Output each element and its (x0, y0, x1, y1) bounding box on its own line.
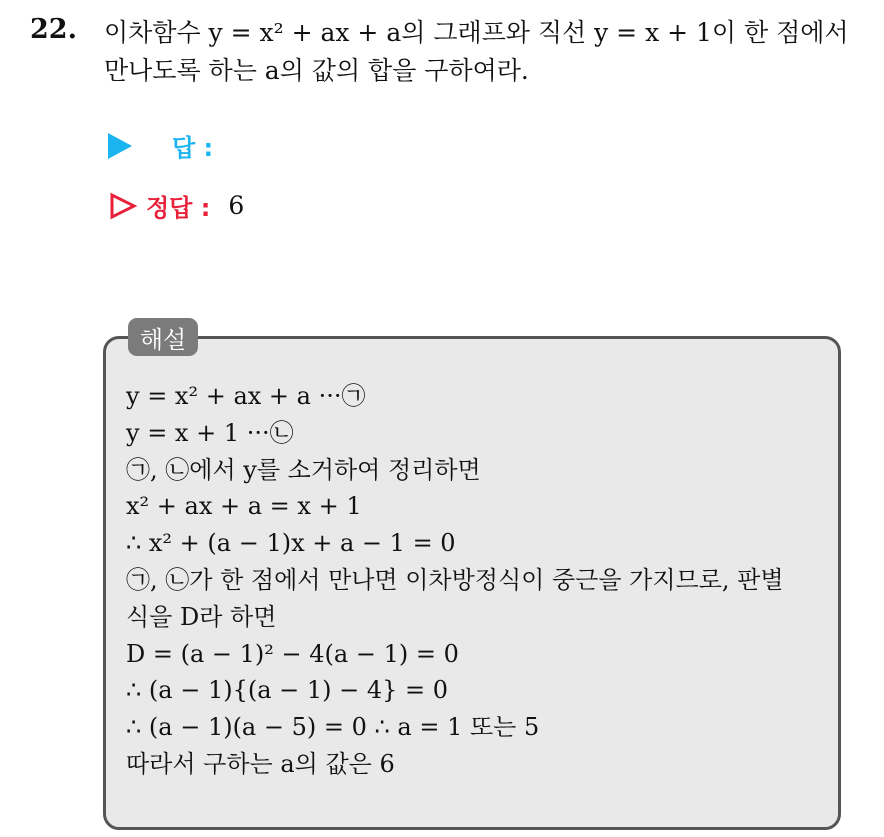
solution-body (126, 378, 836, 783)
answer-label: 답 : (172, 134, 214, 162)
solution-line: ∴ (a − 1){(a − 1) − 4} = 0 (126, 676, 449, 705)
correct-answer-value: 6 (228, 191, 245, 220)
solution-line: x² + ax + a = x + 1 (126, 492, 362, 521)
solution-line: 따라서 구하는 a의 값은 6 (126, 749, 395, 778)
solution-line: ∴ x² + (a − 1)x + a − 1 = 0 (126, 529, 456, 558)
solution-line: ㉠, ㉡에서 y를 소거하여 정리하면 (126, 455, 481, 484)
solution-line: ∴ (a − 1)(a − 5) = 0 ∴ a = 1 또는 5 (126, 713, 540, 742)
solution-line: ㉠, ㉡가 한 점에서 만나면 이차방정식이 중근을 가지므로, 판별 (126, 565, 784, 594)
answer-row (108, 128, 213, 163)
problem-line-1: 이차함수 y = x² + ax + a의 그래프와 직선 y = x + 1이 한 점에서 (104, 18, 849, 47)
solution-line: 식을 D라 하면 (126, 602, 277, 631)
play-triangle-icon (108, 133, 132, 159)
solution-line: D = (a − 1)² − 4(a − 1) = 0 (126, 639, 459, 668)
solution-line: y = x + 1 ···㉡ (126, 418, 294, 447)
correct-answer-row (108, 188, 244, 223)
solution-line: y = x² + ax + a ···㉠ (126, 382, 366, 410)
problem-number: 22. (30, 14, 77, 45)
problem-line-2: 만나도록 하는 a의 값의 합을 구하여라. (104, 56, 529, 85)
problem-text (104, 14, 874, 90)
correct-answer-label: 정답 : (146, 194, 211, 222)
solution-tag: 해설 (128, 318, 198, 356)
outline-triangle-icon (108, 191, 138, 221)
